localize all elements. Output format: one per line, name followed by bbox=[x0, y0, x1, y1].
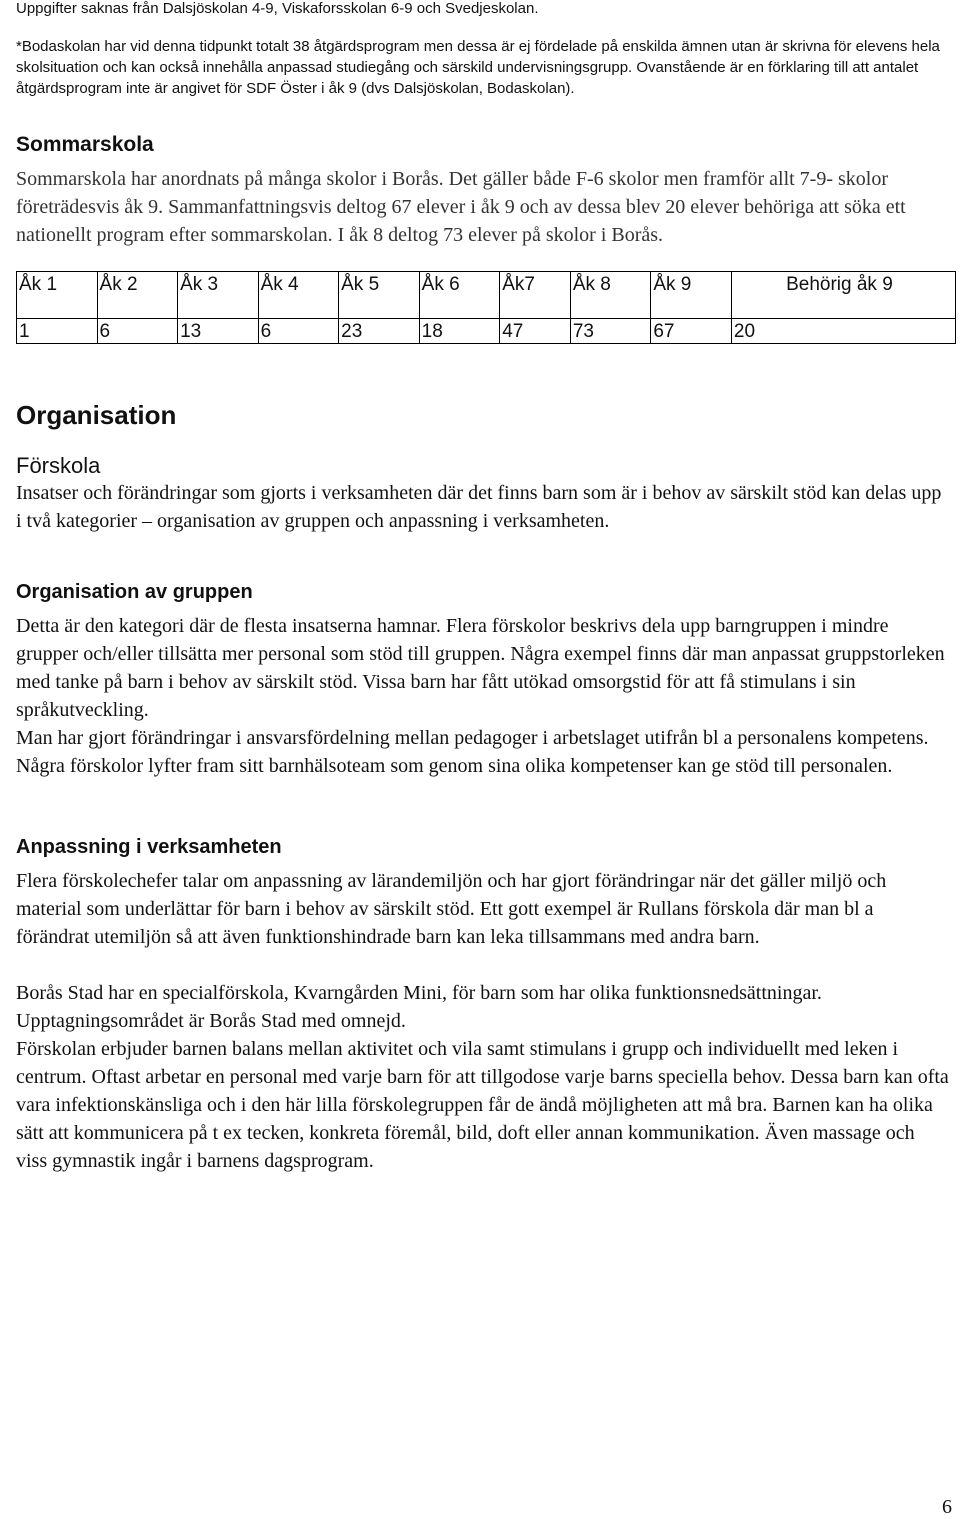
document-page bbox=[16, 0, 950, 1175]
paragraph-anpassning-1: Flera förskolechefer talar om anpassning av lärandemiljön och har gjort förändringar när det gäller miljö och material som underlättar för barn i behov av särskilt stöd. Ett gott exempel är Rullans förskola där man bl a förändrat utemiljön så att även funktionshindrade barn kan leka tillsammans med andra barn. bbox=[16, 870, 887, 948]
table-cell: 18 bbox=[419, 319, 500, 344]
paragraph-gruppen-3: Några förskolor lyfter fram sitt barnhälsoteam som genom sina olika kompetenser kan ge stöd till personalen. bbox=[16, 755, 893, 777]
table-header-cell: Åk 6 bbox=[419, 272, 500, 319]
heading-organisation: Organisation bbox=[16, 400, 177, 430]
table-cell: 1 bbox=[17, 319, 98, 344]
header-note: Uppgifter saknas från Dalsjöskolan 4-9, Viskaforsskolan 6-9 och Svedjeskolan. bbox=[16, 0, 539, 17]
heading-sommarskola: Sommarskola bbox=[16, 133, 154, 156]
table-header-cell: Åk 5 bbox=[339, 272, 420, 319]
table-cell: 20 bbox=[731, 319, 955, 344]
table-cell: 23 bbox=[339, 319, 420, 344]
grades-table bbox=[16, 271, 956, 344]
paragraph-anpassning-3: Förskolan erbjuder barnen balans mellan aktivitet och vila samt stimulans i grupp och individuellt med leken i centrum. Oftast arbetar en personal med varje barn för att tillgodose varje barns speciella behov. Dessa barn kan ofta vara infektionskänsliga och i den här lilla förskolegruppen får de ändå möjligheten att må bra. Barnen kan ha olika sätt att kommunicera på t ex tecken, konkreta föremål, bild, doft eller annan kommunikation. Även massage och viss gymnastik ingår i barnens dagsprogram. bbox=[16, 1038, 949, 1172]
table-cell: 13 bbox=[178, 319, 259, 344]
table-row bbox=[17, 319, 956, 344]
table-cell: 6 bbox=[258, 319, 339, 344]
table-header-cell: Åk 3 bbox=[178, 272, 259, 319]
table-header-cell: Åk 9 bbox=[651, 272, 732, 319]
table-header-cell: Åk 8 bbox=[570, 272, 651, 319]
heading-organisation-av-gruppen: Organisation av gruppen bbox=[16, 581, 253, 603]
paragraph-gruppen-2: Man har gjort förändringar i ansvarsfördelning mellan pedagoger i arbetslaget utifrån bl a personalens kompetens. bbox=[16, 727, 929, 749]
paragraph-gruppen-1: Detta är den kategori där de flesta insatserna hamnar. Flera förskolor beskrivs dela upp barngruppen i mindre grupper och/eller tillsätta mer personal som stöd till gruppen. Några exempel finns där man anpassat gruppstorleken med tanke på barn i behov av särskilt stöd. Vissa barn har fått utökad omsorgstid för att få stimulans i sin språkutveckling. bbox=[16, 615, 945, 721]
footnote: *Bodaskolan har vid denna tidpunkt totalt 38 åtgärdsprogram men dessa är ej fördelade på enskilda ämnen utan är skrivna för elevens hela skolsituation och kan också innehålla anpassad studiegång och särskild undervisningsgrupp. Ovanstående är en förklaring till att antalet åtgärdsprogram inte är angivet för SDF Öster i åk 9 (dvs Dalsjöskolan, Bodaskolan). bbox=[16, 38, 940, 97]
table-cell: 67 bbox=[651, 319, 732, 344]
heading-anpassning: Anpassning i verksamheten bbox=[16, 836, 282, 858]
table-cell: 47 bbox=[500, 319, 571, 344]
paragraph-anpassning-2: Borås Stad har en specialförskola, Kvarngården Mini, för barn som har olika funktionsnedsättningar. Upptagningsområdet är Borås Stad med omnejd. bbox=[16, 982, 822, 1032]
table-header-cell: Åk7 bbox=[500, 272, 571, 319]
table-header-cell: Åk 1 bbox=[17, 272, 98, 319]
table-header-row bbox=[17, 272, 956, 319]
table-header-cell: Åk 4 bbox=[258, 272, 339, 319]
table-header-cell: Åk 2 bbox=[97, 272, 178, 319]
heading-forskola: Förskola bbox=[16, 453, 101, 478]
paragraph-organisation-intro: Insatser och förändringar som gjorts i verksamheten där det finns barn som är i behov av särskilt stöd kan delas upp i två kategorier – organisation av gruppen och anpassning i verksamheten. bbox=[16, 482, 942, 532]
table-header-cell: Behörig åk 9 bbox=[731, 272, 955, 319]
table-cell: 6 bbox=[97, 319, 178, 344]
table-cell: 73 bbox=[570, 319, 651, 344]
paragraph-sommarskola: Sommarskola har anordnats på många skolor i Borås. Det gäller både F-6 skolor men framför allt 7-9- skolor företrädesvis åk 9. Sammanfattningsvis deltog 67 elever i åk 9 och av dessa blev 20 elever behöriga att söka ett nationellt program efter sommarskolan. I åk 8 deltog 73 elever på skolor i Borås. bbox=[16, 168, 906, 246]
page-number: 6 bbox=[942, 1496, 952, 1518]
